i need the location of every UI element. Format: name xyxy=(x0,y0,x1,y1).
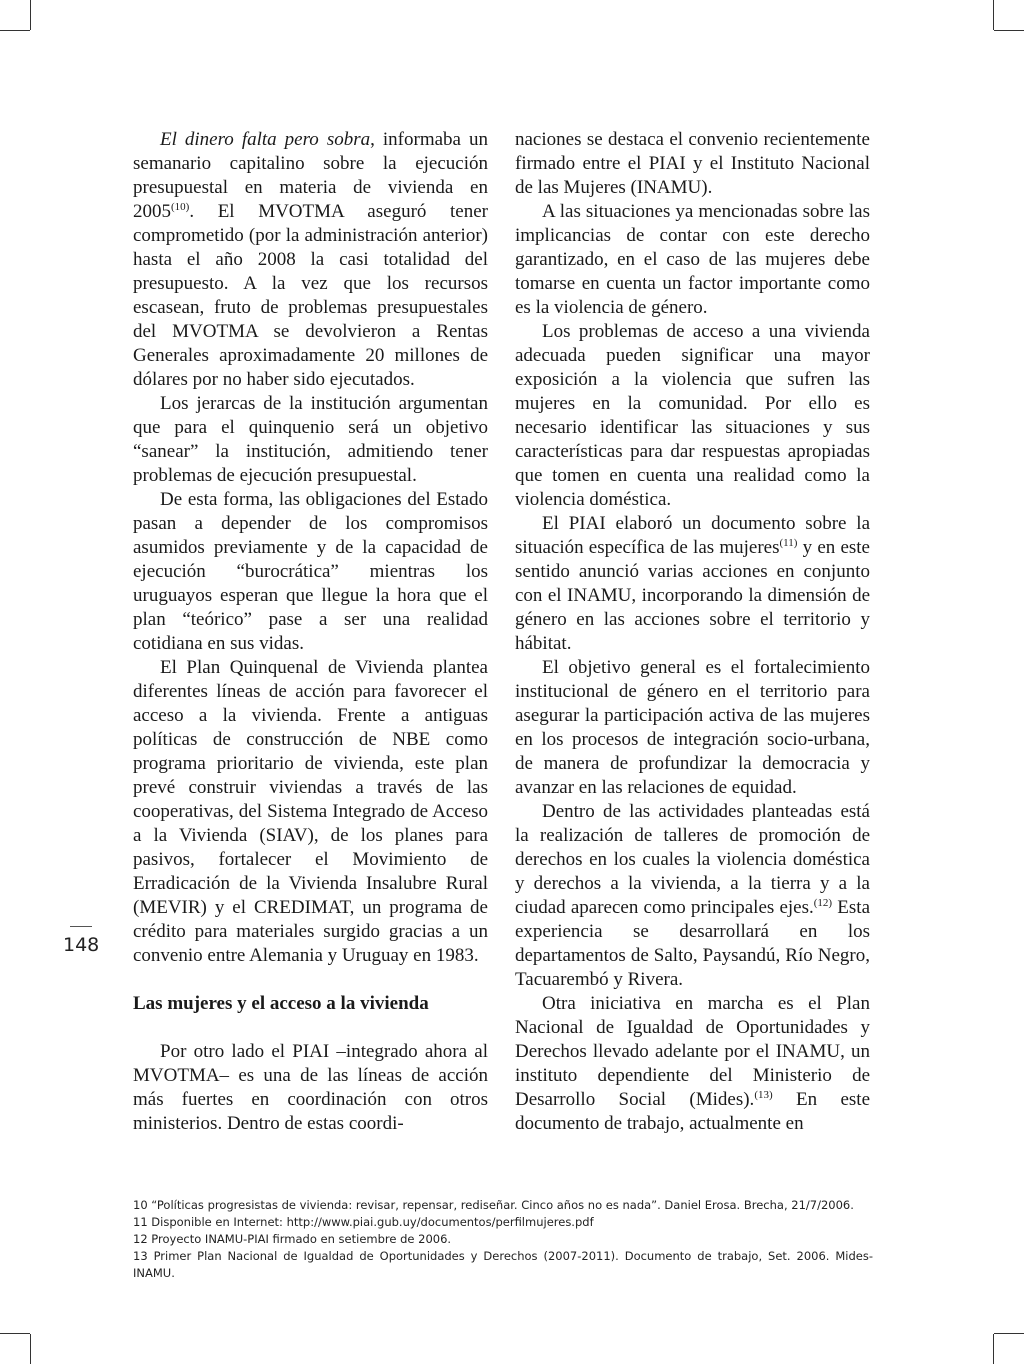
paragraph xyxy=(515,992,870,1136)
footnote-ref: (13) xyxy=(754,1089,773,1101)
page-number-rule xyxy=(70,926,92,927)
paragraph: A las situaciones ya mencionadas sobre las implicancias de contar con este derecho garantizado, en el caso de las mujeres debe tomarse en cuenta un factor importante como es la violencia de género. xyxy=(515,201,870,318)
paragraph: El objetivo general es el fortalecimiento institucional de género en el territorio para asegurar la participación activa de las mujeres en los procesos de integración socio-urbana, de manera de profundizar la democracia y avanzar en las relaciones de equidad. xyxy=(515,657,870,798)
footnote-ref: (11) xyxy=(779,537,798,549)
section-heading: Las mujeres y el acceso a la vivienda xyxy=(133,993,429,1014)
crop-mark xyxy=(0,1333,30,1334)
footnote-ref: (10) xyxy=(171,201,190,213)
paragraph-text: El PIAI elaboró un documento sobre la situación específica de las mujeres xyxy=(515,513,870,558)
paragraph-text: . El MVOTMA aseguró tener comprometido (por la administración anterior) hasta el año 2008 la casi totalidad del presupuesto. A la vez que los recursos escasean, fruto de problemas presupuestales del MVOTMA se devolvieron a Rentas Generales aproximadamente 20 millones de dólares por no haber sido ejecutados. xyxy=(133,201,488,390)
crop-mark xyxy=(994,30,1024,31)
page-number: 148 xyxy=(63,934,100,956)
footnote: 13 Primer Plan Nacional de Igualdad de Oportunidades y Derechos (2007-2011). Documento de trabajo, Set. 2006. Mides-INAMU. xyxy=(133,1249,873,1280)
paragraph: Por otro lado el PIAI –integrado ahora al MVOTMA– es una de las líneas de acción más fuertes en coordinación con otros ministerios. Dentro de estas coordi- xyxy=(133,1041,488,1134)
paragraph-text: En este documento de trabajo, actualmente en xyxy=(515,1089,870,1134)
left-column xyxy=(133,128,488,1136)
paragraph: Los problemas de acceso a una vivienda adecuada pueden significar una mayor exposición a la violencia que sufren las mujeres en la comunidad. Por ello es necesario identificar las situaciones y sus características para dar respuestas apropiadas que tomen en cuenta una realidad como la violencia doméstica. xyxy=(515,321,870,510)
italic-phrase: El dinero falta pero sobra xyxy=(160,129,371,150)
paragraph xyxy=(515,800,870,992)
right-column xyxy=(515,128,870,1136)
footnote: 10 “Políticas progresistas de vivienda: revisar, repensar, rediseñar. Cinco años no es nada”. Daniel Erosa. Brecha, 21/7/2006. xyxy=(133,1198,854,1212)
paragraph-text: , informaba un semanario capitalino sobre la ejecución presupuestal en materia de vivienda en 2005 xyxy=(133,129,488,222)
crop-mark xyxy=(30,1334,31,1364)
footnote-ref: (12) xyxy=(813,897,833,909)
paragraph xyxy=(133,128,488,392)
crop-mark xyxy=(993,1334,994,1364)
paragraph: De esta forma, las obligaciones del Estado pasan a depender de los compromisos asumidos previamente y de la capacidad de ejecución “burocrática” mientras los uruguayos esperan que llegue la hora que el plan “teórico” pase a ser una realidad cotidiana en sus vidas. xyxy=(133,489,488,654)
paragraph-text: Esta experiencia se desarrollará en los departamentos de Salto, Paysandú, Río Negro, Tacuarembó y Rivera. xyxy=(515,897,870,990)
paragraph-text: Otra iniciativa en marcha es el Plan Nacional de Igualdad de Oportunidades y Derechos llevado adelante por el INAMU, un instituto dependiente del Ministerio de Desarrollo Social (Mides). xyxy=(515,993,870,1110)
paragraph-text: Dentro de las actividades planteadas está la realización de talleres de promoción de derechos en los cuales la violencia doméstica y derechos a la vivienda, a la tierra y a la ciudad aparecen como principales ejes. xyxy=(515,801,870,918)
crop-mark xyxy=(30,0,31,30)
footnote: 12 Proyecto INAMU-PIAI firmado en setiembre de 2006. xyxy=(133,1232,452,1246)
paragraph: Los jerarcas de la institución argumentan que para el quinquenio será un objetivo “sanear” la institución, admitiendo tener problemas de ejecución presupuestal. xyxy=(133,393,488,486)
paragraph: naciones se destaca el convenio recientemente firmado entre el PIAI y el Instituto Nacional de las Mujeres (INAMU). xyxy=(515,129,870,198)
paragraph xyxy=(515,512,870,656)
paragraph: El Plan Quinquenal de Vivienda plantea diferentes líneas de acción para favorecer el acceso a la vivienda. Frente a antiguas políticas de construcción de NBE como programa prioritario de vivienda, este plan prevé construir viviendas a través de las cooperativas, del Sistema Integrado de Acceso a la Vivienda (SIAV), de los planes para pasivos, fortalecer el Movimiento de Erradicación de la Vivienda Insalubre Rural (MEVIR) y el CREDIMAT, un programa de crédito para materiales surgido gracias a un convenio entre Alemania y Uruguay en 1983. xyxy=(133,657,488,966)
crop-mark xyxy=(0,30,30,31)
crop-mark xyxy=(993,0,994,30)
footnotes xyxy=(133,1197,873,1282)
crop-mark xyxy=(994,1333,1024,1334)
footnote: 11 Disponible en Internet: http://www.piai.gub.uy/documentos/perfilmujeres.pdf xyxy=(133,1215,594,1229)
paragraph-text: y en este sentido anunció varias acciones en conjunto con el INAMU, incorporando la dimensión de género en las acciones sobre el territorio y hábitat. xyxy=(515,537,870,654)
